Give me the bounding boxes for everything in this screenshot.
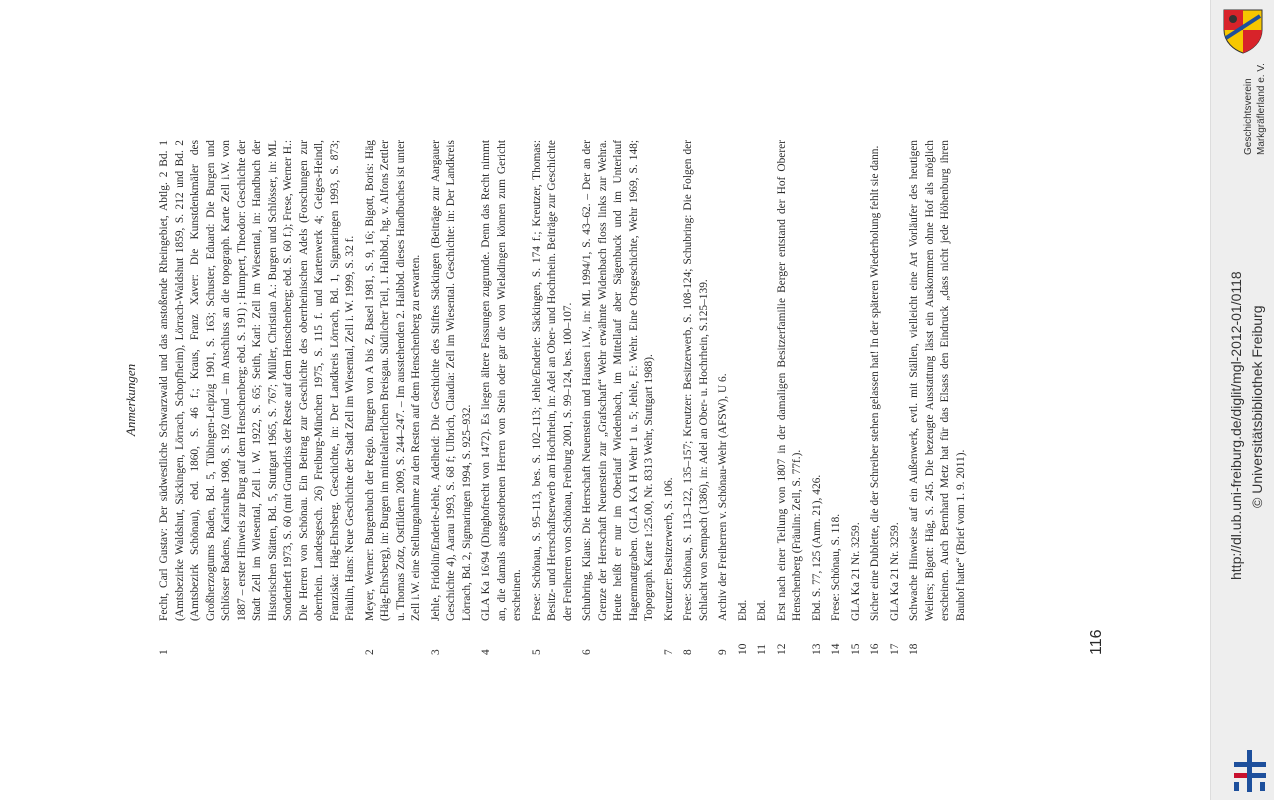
endnote-number: 15: [849, 643, 862, 655]
endnote-10: [736, 140, 752, 655]
endnote-text: Schwache Hinweise auf ein Außenwerk, evtl. mit Ställen, vielleicht eine Art Vorläufer des heutigen Weilers; Bigott: Häg, S. 245. Die bezeugte Ausstattung lässt ein Auskommen ohne Hof als möglich erscheinen. Auch Bernhard Metz hat für das Elsass den Eindruck „dass nicht jede Höhenburg ihren Bauhof hatte“ (Brief vom 1. 9. 2011).: [908, 140, 967, 621]
endnote-text: Kreutzer: Besitzerwerb, S. 106.: [662, 477, 675, 621]
endnote-number: 7: [662, 649, 675, 655]
endnote-1: [157, 140, 359, 655]
endnote-15: [849, 140, 865, 655]
endnotes-list: [157, 140, 973, 655]
endnote-18: [907, 140, 969, 655]
endnote-text: Ebd.: [756, 599, 768, 621]
endnote-number: 5: [530, 649, 543, 655]
endnote-text: Jehle, Fridolin/Enderle-Jehle, Adelheid: Die Geschichte des Stiftes Säckingen (Beiträge zur Aargauer Geschichte 4), Aarau 1993, S. 68 f; Ulbrich, Claudia: Zell im Wiesental. Geschichte: in: Der Landkreis Lörrach, Bd. 2, Sigmaringen 1994, S. 925–932.: [429, 140, 473, 621]
endnote-3: [429, 140, 476, 655]
endnote-number: 16: [869, 643, 881, 655]
endnote-12: [775, 140, 806, 655]
endnote-number: 14: [830, 643, 842, 655]
endnote-number: 6: [581, 649, 593, 655]
endnote-text: Meyer, Werner: Burgenbuch der Regio. Burgen von A bis Z, Basel 1981, S. 9, 16; Bigott, Boris: Häg (Häg-Ehrsberg), in: Burgen im mittelalterlichen Breisgau. Südlicher Teil, 1. Halbbd., hg. v. Alfons Zettler u. Thomas Zotz, Ostfildern 2009, S. 244–247. – Im ausstehenden 2. Halbbd. dieses Handbuches ist unter Zell i.W. eine Stellungnahme zu den Resten auf dem Henschenberg zu erwarten.: [363, 140, 422, 621]
endnote-17: [888, 140, 904, 655]
coat-of-arms-logo: [1218, 8, 1268, 54]
endnote-number: 11: [756, 644, 768, 655]
endnote-text: Frese: Schönau, S. 113–122, 135–157; Kreutzer: Besitzerwerb, S. 108-124; Schubring: Die Folgen der Schlacht von Sempach (1386), in: Adel an Ober- u. Hochrhein, S.125–139.: [682, 140, 710, 621]
endnote-number: 3: [429, 649, 442, 655]
endnote-text: GLA Ka 21 Nr. 3259.: [888, 522, 901, 621]
endnote-text: GLA Ka 21 Nr. 3259.: [849, 522, 862, 621]
endnote-text: Sicher eine Dublette, die der Schreiber stehen gelassen hat! In der späteren Wiederholung fehlt sie dann.: [869, 145, 881, 621]
endnote-7: [662, 140, 678, 655]
endnote-number: 12: [775, 643, 788, 655]
endnote-number: 1: [158, 649, 170, 655]
endnote-6: [580, 140, 658, 655]
endnote-text: GLA Ka 16/94 (Dinghofrecht von 1472). Es liegen ältere Fassungen zugrunde. Denn das Recht nimmt an, die damals ausgestorbenen Herren von Stein oder gar die von Wieladingen können zum Gericht erscheinen.: [480, 140, 523, 621]
endnote-13: [810, 140, 826, 655]
running-header: Anmerkungen: [123, 363, 138, 437]
endnote-text: Erst nach einer Teilung von 1807 in der damaligen Besitzerfamilie Berger entstand der Hof Oberer Henschenberg (Fräulin: Zell, S. 77f.).: [775, 140, 803, 621]
society-name-line2: Markgräflerland e. V.: [1256, 63, 1267, 155]
endnote-4: [479, 140, 526, 655]
page-number: 116: [1088, 629, 1105, 655]
endnote-16: [868, 140, 884, 655]
copyright-notice: © Universitätsbibliothek Freiburg: [1249, 305, 1265, 508]
endnote-8: [681, 140, 712, 655]
endnote-number: 10: [736, 643, 749, 655]
endnote-number: 4: [480, 649, 492, 655]
society-name-line1: Geschichtsverein: [1243, 78, 1254, 155]
permalink-url[interactable]: http://dl.ub.uni-freiburg.de/diglit/mgl-2012-01/0118: [1228, 271, 1244, 580]
endnote-text: Frese: Schönau, S. 95–113, bes. S. 102–113; Jehle/Enderle: Säckingen, S. 174 f.; Kreutzer, Thomas: Besitz- und Herrschaftserwerb am Hochrhein, in: Adel an Ober- und Hochrhein. Beiträge zur Geschichte der Freiherren von Schönau, Freiburg 2001, S. 99–124, bes. 100–107.: [530, 140, 574, 621]
endnote-11: [755, 140, 771, 655]
endnote-text: Fecht, Carl Gustav: Der südwestliche Schwarzwald und das anstoßende Rheingebiet, Abtlg. 2 Bd. 1 (Amtsbezirke Waldshut, Säckingen, Lörrach, Schopfheim), Lörrach-Waldshut 1859, S. 212 und Bd. 2 (Amtsbezirk Schönau), ebd. 1860, S. 46 f.; Kraus, Franz Xaver: Die Kunstdenkmäler des Großherzogtums Baden, Bd. 5, Tübingen-Leipzig 1901, S. 163; Schuster, Eduard: Die Burgen und Schlösser Badens, Karlsruhe 1908, S. 192 (und – im Anschluss an die topograph. Karte Zell i.W. von 1887 – erster Hinweis zur Burg auf dem Henschenberg; ebd. S. 191) ; Humpert, Theodor: Geschichte der Stadt Zell im Wiesental, Zell i. W. 1922, S. 65; Seith, Karl: Zell im Wiesental, in: Handbuch der Historischen Stätten, Bd. 5, Stuttgart 1965, S. 767; Müller, Christian A.: Burgen und Schlösser, in: ML Sonderheft 1973, S. 60 (mit Grundriss der Reste auf dem Henschenberg; ebd. S. 60 f.); Frese, Werner H.: Die Herren von Schönau. Ein Beitrag zur Geschichte des oberrheinischen Adels (Forschungen zur oberrhein. Landesgesch. 26) Freiburg-München 1975, S. 115 f. und Kartenwerk 4; Geiges-Heindl, Franziska: Häg-Ehrsberg. Geschichte, in: Der Landkreis Lörrach, Bd. 1, Sigmaringen 1993, S. 873; Fräulin, Hans: Neue Geschichte der Stadt Zell im Wiesental, Zell i. W. 1999, S. 32 f.: [158, 140, 356, 621]
endnote-text: Schubring, Klaus: Die Herrschaft Neuenstein und Hausen i.W., in: ML 1994/1, S. 43–62. – Der an der Grenze der Herrschaft Neuenstein zur „Grafschaft“ Wehr erwähnte Widenbach floss links zur Wehra. Heute heißt er nur im Oberlauf Wiedenbach, im Mittellauf aber Sägenbuck und im Unterlauf Hagenmattgraben. (GLA KA H Wehr 1 u. 5; Jehle, F.: Wehr. Eine Ortsgeschichte, Wehr 1969, S. 148; Topograph. Karte 1:25.00, Nr. 8313 Wehr, Stuttgart 1988).: [581, 140, 655, 621]
endnote-number: 8: [682, 649, 694, 655]
endnote-9: [716, 140, 732, 655]
endnote-number: 17: [888, 643, 901, 655]
endnote-text: Frese: Schönau, S. 118.: [830, 513, 842, 621]
endnote-number: 2: [363, 649, 376, 655]
endnote-2: [363, 140, 425, 655]
endnote-number: 13: [810, 643, 823, 655]
endnote-text: Ebd. S. 77, 125 (Anm. 21), 426.: [810, 474, 823, 621]
endnote-5: [530, 140, 577, 655]
endnote-text: Ebd.: [736, 599, 749, 621]
endnote-14: [829, 140, 845, 655]
university-library-logo: [1230, 748, 1270, 794]
endnote-text: Archiv der Freiherren v. Schönau-Wehr (AFSW), U 6.: [717, 373, 729, 621]
endnote-number: 18: [908, 643, 920, 655]
endnote-number: 9: [717, 649, 729, 655]
